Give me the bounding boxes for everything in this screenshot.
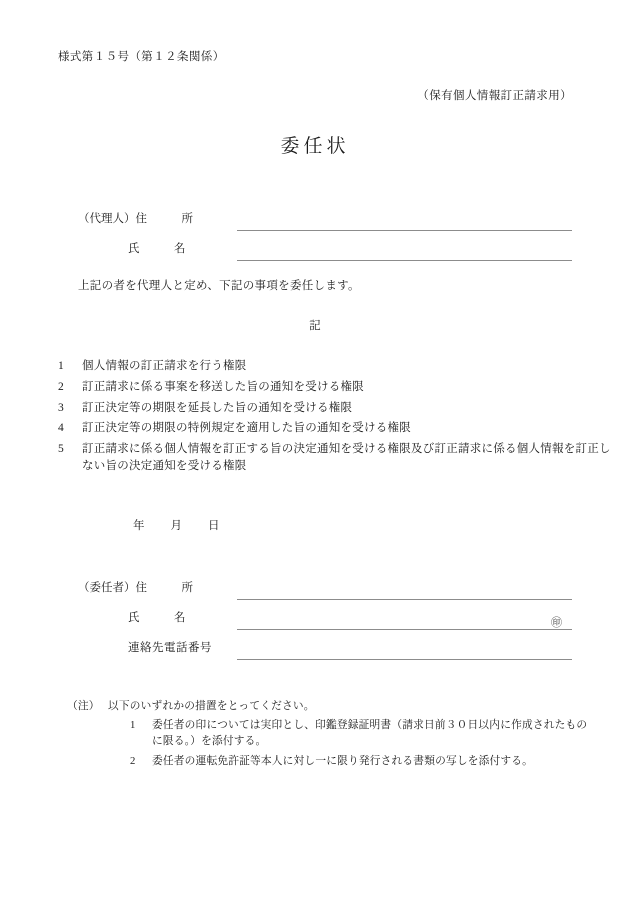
notes-item (58, 717, 618, 750)
notes-heading-row (58, 698, 618, 714)
authority-item (58, 441, 618, 474)
lead-paragraph: 上記の者を代理人と定め、下記の事項を委任します。 (78, 280, 360, 292)
notes-section (58, 698, 618, 769)
authority-item-number: 2 (58, 380, 64, 393)
notes-item-text: 委任者の運転免許証等本人に対し一に限り発行される書類の写しを添付する。 (152, 754, 534, 767)
document-title: 委任状 (280, 136, 350, 157)
authority-item-number: 4 (58, 422, 64, 435)
date-day-label: 日 (208, 520, 220, 532)
authority-item-number: 1 (58, 360, 64, 372)
authority-item-text: 訂正決定等の期限を延長した旨の通知を受ける権限 (82, 401, 353, 414)
delegator-telephone-input[interactable] (237, 659, 572, 660)
notes-heading-text: 以下のいずれかの措置をとってください。 (108, 700, 315, 712)
delegator-name-input[interactable] (237, 629, 572, 630)
agent-address-input[interactable] (237, 230, 572, 231)
delegator-address-row (58, 580, 572, 602)
notes-item (58, 753, 618, 769)
authority-list (58, 358, 618, 478)
authority-item (58, 400, 618, 416)
agent-name-label: 氏 名 (128, 243, 186, 255)
form-number: 様式第１５号（第１２条関係） (58, 51, 225, 63)
authority-item-number: 5 (58, 443, 64, 456)
header-note: （保有個人情報訂正請求用） (417, 90, 572, 102)
delegator-telephone-label: 連絡先電話番号 (128, 642, 212, 654)
authority-item (58, 358, 618, 374)
date-year-label: 年 (133, 520, 145, 532)
notes-item-number: 2 (130, 754, 136, 767)
ki-mark: 記 (309, 320, 321, 332)
authority-item-text: 訂正決定等の期限の特例規定を適用した旨の通知を受ける権限 (82, 422, 411, 435)
authority-item-text: 訂正請求に係る個人情報を訂正する旨の決定通知を受ける権限及び訂正請求に係る個人情報を訂正しない旨の決定通知を受ける権限 (82, 443, 611, 472)
notes-item-number: 1 (130, 719, 136, 732)
delegator-name-label: 氏 名 (128, 612, 186, 624)
authority-item-number: 3 (58, 401, 64, 414)
delegator-telephone-row (58, 640, 572, 662)
notes-item-text: 委任者の印については実印とし、印鑑登録証明書（請求日前３０日以内に作成されたもの (152, 719, 588, 732)
notes-label: （注） (67, 700, 100, 712)
notes-item-continuation: に限る。）を添付する。 (152, 735, 267, 748)
agent-address-row (58, 211, 572, 233)
agent-address-label: （代理人）住 所 (78, 213, 193, 225)
delegator-name-row (58, 610, 572, 632)
seal-stamp-icon: ㊞ (551, 617, 562, 629)
delegator-address-input[interactable] (237, 599, 572, 600)
authority-item (58, 379, 618, 395)
agent-name-input[interactable] (237, 260, 572, 261)
agent-name-row (58, 241, 572, 263)
authority-item (58, 420, 618, 436)
date-line (133, 518, 220, 535)
delegator-address-label: （委任者）住 所 (78, 582, 193, 594)
authority-item-text: 訂正請求に係る事案を移送した旨の通知を受ける権限 (82, 380, 364, 393)
date-month-label: 月 (170, 520, 182, 532)
authority-item-text: 個人情報の訂正請求を行う権限 (82, 360, 247, 372)
